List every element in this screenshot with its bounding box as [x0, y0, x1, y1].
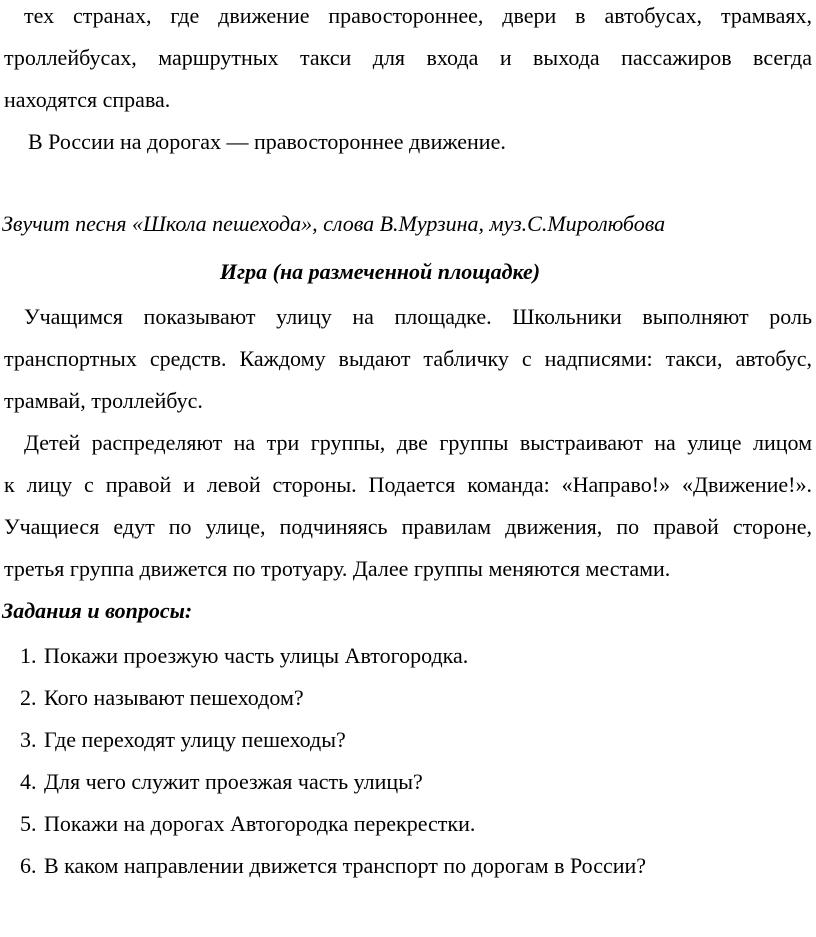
paragraph-4-line-1: Детей распределяют на три группы, две группы выстраивают на улице лицом [24, 430, 812, 455]
list-item [20, 768, 423, 796]
list-item-number: 2. [20, 685, 37, 710]
tasks-heading: Задания и вопросы: [2, 598, 193, 623]
list-item [20, 726, 346, 754]
list-item-number: 4. [20, 769, 37, 794]
paragraph-3-line-3: трамвай, троллейбус. [4, 388, 203, 413]
paragraph-4-line-2: к лицу с правой и левой стороны. Подается команда: «Направо!» «Движение!». [4, 472, 812, 497]
list-item-text: Покажи на дорогах Автогородка перекрестки. [44, 811, 476, 836]
paragraph-3-line-2: транспортных средств. Каждому выдают табличку с надписями: такси, автобус, [4, 346, 812, 371]
list-item [20, 852, 646, 880]
song-note: Звучит песня «Школа пешехода», слова В.Мурзина, муз.С.Миролюбова [2, 211, 666, 236]
list-item-text: Кого называют пешеходом? [44, 685, 304, 710]
paragraph-4-line-4: третья группа движется по тротуару. Далее группы меняются местами. [4, 556, 671, 581]
list-item-text: Покажи проезжую часть улицы Автогородка. [44, 643, 469, 668]
list-item-text: В каком направлении движется транспорт по дорогам в России? [44, 853, 647, 878]
list-item-number: 3. [20, 727, 37, 752]
list-item [20, 810, 475, 838]
list-item-text: Для чего служит проезжая часть улицы? [44, 769, 423, 794]
list-item-text: Где переходят улицу пешеходы? [44, 727, 346, 752]
paragraph-1-line-2: троллейбусах, маршрутных такси для входа и выхода пассажиров всегда [4, 45, 812, 70]
list-item-number: 1. [20, 643, 37, 668]
paragraph-1-line-3: находятся справа. [4, 87, 171, 112]
list-item [20, 642, 468, 670]
game-heading: Игра (на размеченной площадке) [219, 259, 541, 284]
paragraph-2: В России на дорогах — правостороннее движение. [28, 129, 506, 154]
list-item [20, 684, 304, 712]
paragraph-4-line-3: Учащиеся едут по улице, подчиняясь правилам движения, по правой стороне, [4, 514, 812, 539]
list-item-number: 5. [20, 811, 37, 836]
list-item-number: 6. [20, 853, 37, 878]
paragraph-3-line-1: Учащимся показывают улицу на площадке. Школьники выполняют роль [24, 304, 812, 329]
paragraph-1-line-1: тех странах, где движение правостороннее, двери в автобусах, трамваях, [24, 3, 812, 28]
